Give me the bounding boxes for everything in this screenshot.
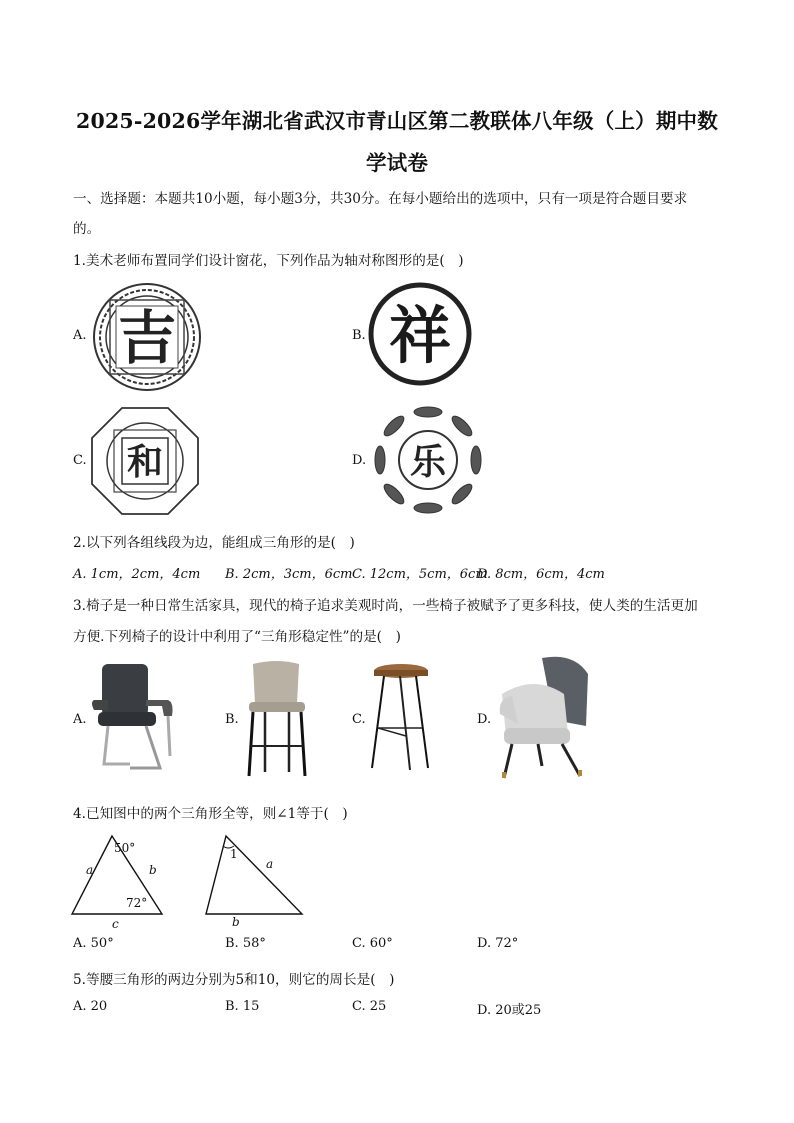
fig1-side-b-label: b — [149, 863, 157, 877]
q1-option-a-label: A. — [73, 328, 87, 343]
q2-option-b: B. 2cm，3cm，6cm — [225, 567, 353, 582]
question-2-stem: 2.以下列各组线段为边，能组成三角形的是( ) — [73, 535, 355, 551]
exam-title-line1: 2025-2026学年湖北省武汉市青山区第二教联体八年级（上）期中数 — [76, 109, 718, 133]
fig1-angle-top-label: 50° — [114, 841, 136, 855]
triangle-figure-1 — [66, 830, 176, 930]
office-chair-image — [90, 660, 178, 776]
q1-option-d-label: D. — [352, 453, 367, 468]
question-5-stem: 5.等腰三角形的两边分别为5和10，则它的周长是( ) — [73, 972, 395, 988]
fig2-side-b-label: b — [232, 915, 240, 929]
q5-option-c: C. 25 — [352, 999, 387, 1014]
q3-option-b-label: B. — [225, 712, 239, 727]
tripod-stool-image — [370, 662, 432, 772]
window-flower-he-image — [90, 406, 200, 516]
fig1-angle-right-label: 72° — [126, 896, 148, 910]
window-flower-le-image — [372, 404, 484, 516]
bar-stool-chair-image — [243, 660, 311, 778]
q1-option-c-label: C. — [73, 453, 87, 468]
q4-option-d: D. 72° — [477, 936, 519, 951]
question-1-stem: 1.美术老师布置同学们设计窗花，下列作品为轴对称图形的是( ) — [73, 253, 464, 269]
question-3-line2: 方便.下列椅子的设计中利用了“三角形稳定性”的是( ) — [73, 629, 401, 645]
xiang-glyph: 祥 — [388, 299, 452, 372]
q1-option-b-label: B. — [352, 328, 366, 343]
q2-option-d: D. 8cm，6cm，4cm — [477, 567, 605, 582]
fig2-side-a-label: a — [266, 857, 274, 871]
q4-option-c: C. 60° — [352, 936, 393, 951]
q3-option-a-label: A. — [73, 712, 87, 727]
q2-option-c: C. 12cm，5cm，6cm — [352, 567, 488, 582]
q4-option-b: B. 58° — [225, 936, 266, 951]
window-flower-ji-image — [92, 282, 202, 392]
q5-option-d: D. 20或25 — [477, 1003, 542, 1018]
fig1-side-c-label: c — [112, 917, 119, 930]
q5-option-a: A. 20 — [73, 999, 108, 1014]
exam-title-line2: 学试卷 — [365, 151, 429, 175]
fig1-side-a-label: a — [86, 863, 94, 877]
q4-option-a: A. 50° — [73, 936, 114, 951]
question-4-stem: 4.已知图中的两个三角形全等，则∠1等于( ) — [73, 806, 348, 822]
q3-option-d-label: D. — [477, 712, 492, 727]
fig2-angle-1-label: 1 — [230, 847, 238, 861]
section-instructions-line2: 的。 — [73, 221, 101, 237]
question-3-line1: 3.椅子是一种日常生活家具，现代的椅子追求美观时尚，一些椅子被赋予了更多科技，使人类的生活更加 — [73, 598, 698, 614]
window-flower-xiang-image — [368, 282, 472, 386]
section-instructions-line1: 一、选择题：本题共10小题，每小题3分，共30分。在每小题给出的选项中，只有一项是符合题目要求 — [73, 191, 688, 207]
q3-option-c-label: C. — [352, 712, 366, 727]
armchair-image — [494, 654, 594, 780]
ji-glyph: 吉 — [117, 304, 177, 372]
he-glyph: 和 — [126, 441, 164, 483]
triangle-figure-2 — [200, 830, 310, 930]
le-glyph: 乐 — [409, 441, 447, 483]
q5-option-b: B. 15 — [225, 999, 260, 1014]
q2-option-a: A. 1cm，2cm，4cm — [73, 567, 201, 582]
